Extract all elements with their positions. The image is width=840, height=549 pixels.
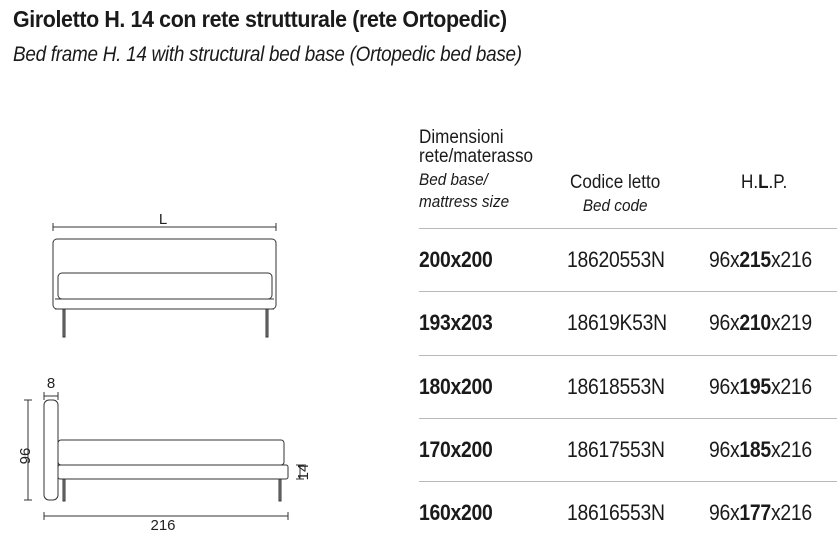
cell-code: 18618553N bbox=[567, 374, 665, 399]
side-leg-right bbox=[279, 479, 281, 501]
header-dimensions-it-2: rete/materasso bbox=[419, 146, 534, 167]
cell-l: 215 bbox=[739, 247, 771, 272]
cell-code: 18620553N bbox=[567, 247, 665, 272]
cell-h: 96x bbox=[709, 374, 740, 399]
table-row bbox=[419, 356, 837, 419]
headboard-thickness-label: 8 bbox=[46, 375, 56, 392]
header-hlp-p: .P. bbox=[768, 172, 788, 193]
side-headboard bbox=[44, 400, 58, 500]
cell-p: x216 bbox=[770, 437, 812, 462]
side-view bbox=[24, 392, 304, 520]
page-title: Giroletto H. 14 con rete strutturale (rete Ortopedic) bbox=[13, 6, 507, 32]
length-label: 216 bbox=[150, 517, 176, 534]
table-row bbox=[419, 419, 837, 482]
table-row bbox=[419, 292, 837, 355]
cell-size: 200x200 bbox=[419, 247, 493, 272]
cell-hlp bbox=[709, 374, 812, 400]
side-leg-left bbox=[63, 479, 65, 501]
cell-l: 195 bbox=[739, 374, 771, 399]
cell-h: 96x bbox=[709, 247, 740, 272]
frame-height-label: 14 bbox=[295, 463, 312, 481]
header-dimensions-it-1: Dimensioni bbox=[419, 127, 504, 148]
cell-code: 18617553N bbox=[567, 437, 665, 462]
cell-h: 96x bbox=[709, 310, 740, 335]
cell-size: 170x200 bbox=[419, 437, 493, 462]
header-dimensions-en-1: Bed base/ bbox=[419, 170, 488, 189]
header-hlp-h: H. bbox=[741, 172, 759, 193]
front-view bbox=[53, 223, 276, 337]
cell-l: 210 bbox=[739, 310, 771, 335]
header-dimensions-en-2: mattress size bbox=[419, 192, 510, 211]
column-header-code bbox=[570, 173, 660, 215]
cell-size: 160x200 bbox=[419, 500, 493, 525]
cell-p: x216 bbox=[770, 500, 812, 525]
table-row bbox=[419, 229, 837, 292]
cell-size: 180x200 bbox=[419, 374, 493, 399]
front-leg-left bbox=[63, 309, 65, 337]
side-mattress bbox=[58, 440, 284, 465]
cell-p: x216 bbox=[770, 374, 812, 399]
front-mattress bbox=[58, 273, 272, 299]
front-width-label: L bbox=[158, 211, 168, 228]
cell-l: 185 bbox=[739, 437, 771, 462]
cell-h: 96x bbox=[709, 500, 740, 525]
header-code-it: Codice letto bbox=[570, 172, 661, 193]
cell-hlp bbox=[709, 247, 812, 273]
side-frame bbox=[58, 465, 288, 479]
cell-p: x216 bbox=[770, 247, 812, 272]
page-subtitle: Bed frame H. 14 with structural bed base (Ortopedic bed base) bbox=[13, 43, 522, 66]
front-leg-right bbox=[266, 309, 268, 337]
total-height-label: 96 bbox=[16, 447, 33, 465]
cell-hlp bbox=[709, 500, 812, 526]
cell-h: 96x bbox=[709, 437, 740, 462]
cell-p: x219 bbox=[770, 310, 812, 335]
cell-code: 18616553N bbox=[567, 500, 665, 525]
cell-size: 193x203 bbox=[419, 310, 493, 335]
cell-code: 18619K53N bbox=[567, 310, 667, 335]
header-hlp-l: L bbox=[758, 172, 769, 193]
cell-hlp bbox=[709, 310, 812, 336]
column-header-hlp bbox=[741, 173, 787, 192]
cell-hlp bbox=[709, 437, 812, 463]
table-row bbox=[419, 482, 837, 545]
cell-l: 177 bbox=[739, 500, 771, 525]
column-header-dimensions bbox=[419, 128, 533, 211]
header-code-en: Bed code bbox=[582, 196, 648, 215]
